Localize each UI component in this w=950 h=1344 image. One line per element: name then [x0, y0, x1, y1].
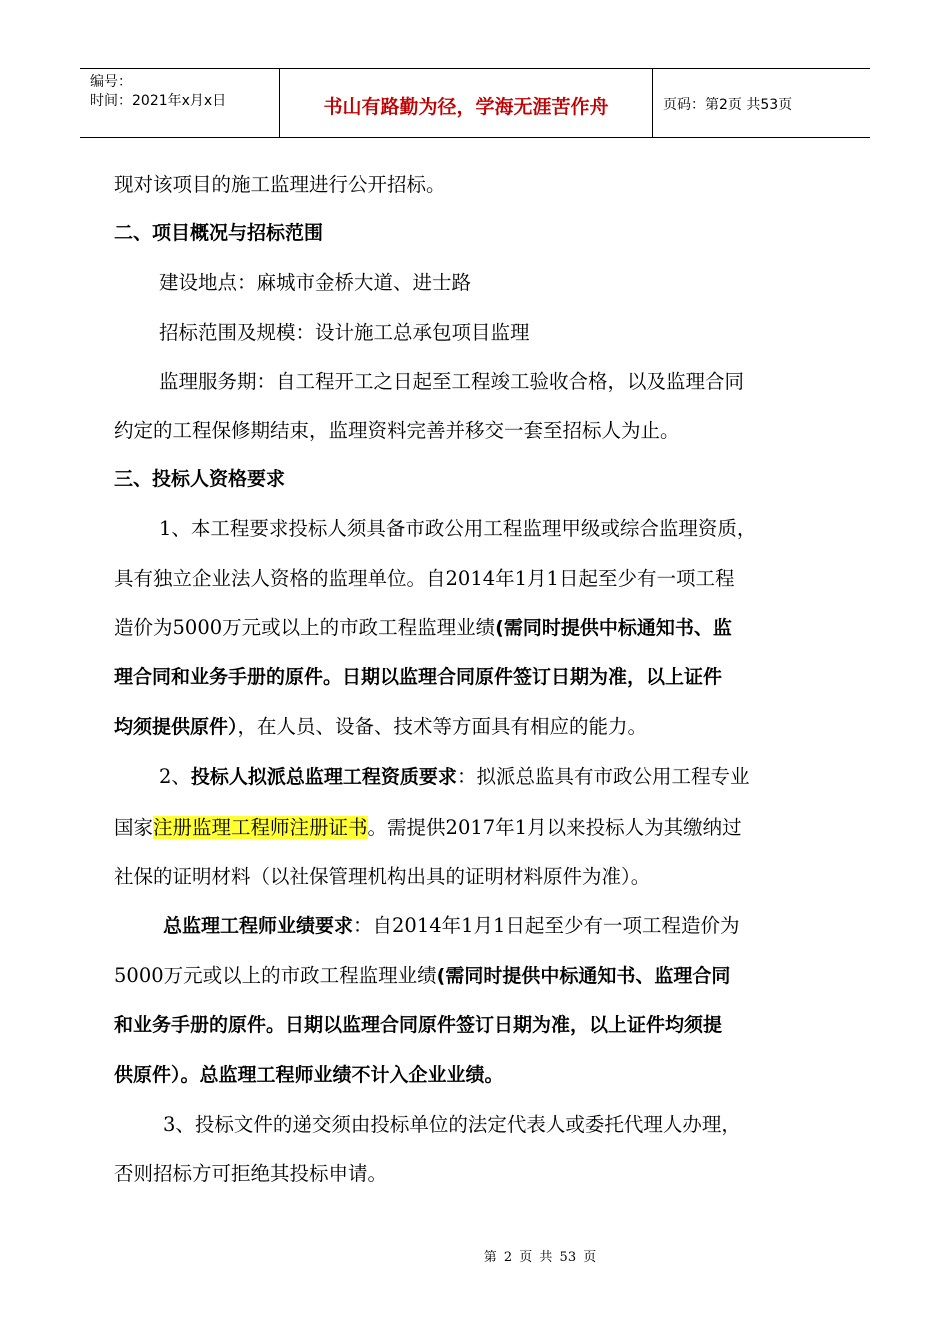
requirement-2-line1 — [114, 752, 838, 802]
page-footer: 第 2 页 共 53 页 — [483, 1250, 597, 1265]
requirement-2-prefix: 国家 — [114, 815, 154, 839]
requirement-1-tail: ，在人员、设备、技术等方面具有相应的能力。 — [237, 715, 648, 739]
paragraph-scope: 招标范围及规模：设计施工总承包项目监理 — [159, 320, 530, 344]
section-heading-qualification: 三、投标人资格要求 — [114, 468, 286, 491]
requirement-2-line3: 社保的证明材料（以社保管理机构出具的证明材料原件为准）。 — [114, 864, 651, 888]
performance-text-2: 5000万元或以上的市政工程监理业绩 — [114, 964, 437, 988]
requirement-1-line5 — [114, 702, 838, 752]
requirement-2-text: ：拟派总监具有市政公用工程专业 — [456, 765, 750, 789]
requirement-2-suffix: 。需提供2017年1月以来投标人为其缴纳过 — [367, 815, 742, 839]
requirement-3-line1: 3、投标文件的递交须由投标单位的法定代表人或委托代理人办理， — [163, 1112, 741, 1136]
paragraph-period-line2: 约定的工程保修期结束，监理资料完善并移交一套至招标人为止。 — [114, 419, 680, 443]
performance-line1 — [114, 901, 838, 951]
document-time-label: 时间：2021年x月x日 — [90, 93, 227, 109]
requirement-1-line1: 1、本工程要求投标人须具备市政公用工程监理甲级或综合监理资质， — [159, 517, 757, 541]
paragraph-location: 建设地点：麻城市金桥大道、进士路 — [159, 271, 472, 295]
section-heading-overview: 二、项目概况与招标范围 — [114, 222, 324, 245]
requirement-1-bold-text: (需同时提供中标通知书、监 — [495, 616, 732, 639]
document-number-label: 编号： — [90, 74, 132, 90]
performance-bold-2: (需同时提供中标通知书、监理合同 — [436, 965, 731, 988]
header-motto: 书山有路勤为径，学海无涯苦作舟 — [280, 69, 653, 137]
performance-bold-title: 总监理工程师业绩要求 — [163, 915, 354, 938]
performance-text: ：自2014年1月1日起至少有一项工程造价为 — [353, 914, 740, 938]
document-body — [114, 160, 838, 1198]
requirement-1-line4: 理合同和业务手册的原件。日期以监理合同原件签订日期为准，以上证件 — [114, 666, 723, 689]
requirement-2-bold-title: 投标人拟派总监理工程资质要求 — [190, 766, 457, 789]
paragraph-intro: 现对该项目的施工监理进行公开招标。 — [114, 173, 446, 196]
paragraph-period-line1: 监理服务期：自工程开工之日起至工程竣工验收合格，以及监理合同 — [159, 369, 745, 393]
requirement-1-text: 造价为5000万元或以上的市政工程监理业绩 — [114, 615, 496, 639]
requirement-2-highlight: 注册监理工程师注册证书 — [153, 815, 368, 839]
performance-line3: 和业务手册的原件。日期以监理合同原件签订日期为准，以上证件均须提 — [114, 1014, 723, 1037]
performance-line2 — [114, 951, 838, 1001]
header-page-label: 页码：第2页 共53页 — [663, 97, 793, 113]
requirement-2-number: 2、 — [159, 765, 191, 789]
requirement-3-line2: 否则招标方可拒绝其投标申请。 — [114, 1162, 388, 1186]
requirement-1-line3 — [114, 603, 838, 653]
header-table — [80, 68, 870, 138]
requirement-1-line2: 具有独立企业法人资格的监理单位。自2014年1月1日起至少有一项工程 — [114, 566, 735, 590]
requirement-1-bold-end: 均须提供原件） — [114, 716, 238, 739]
header-left-cell — [80, 69, 280, 137]
performance-line4: 供原件）。总监理工程师业绩不计入企业业绩。 — [114, 1063, 504, 1086]
requirement-2-line2 — [114, 803, 838, 852]
